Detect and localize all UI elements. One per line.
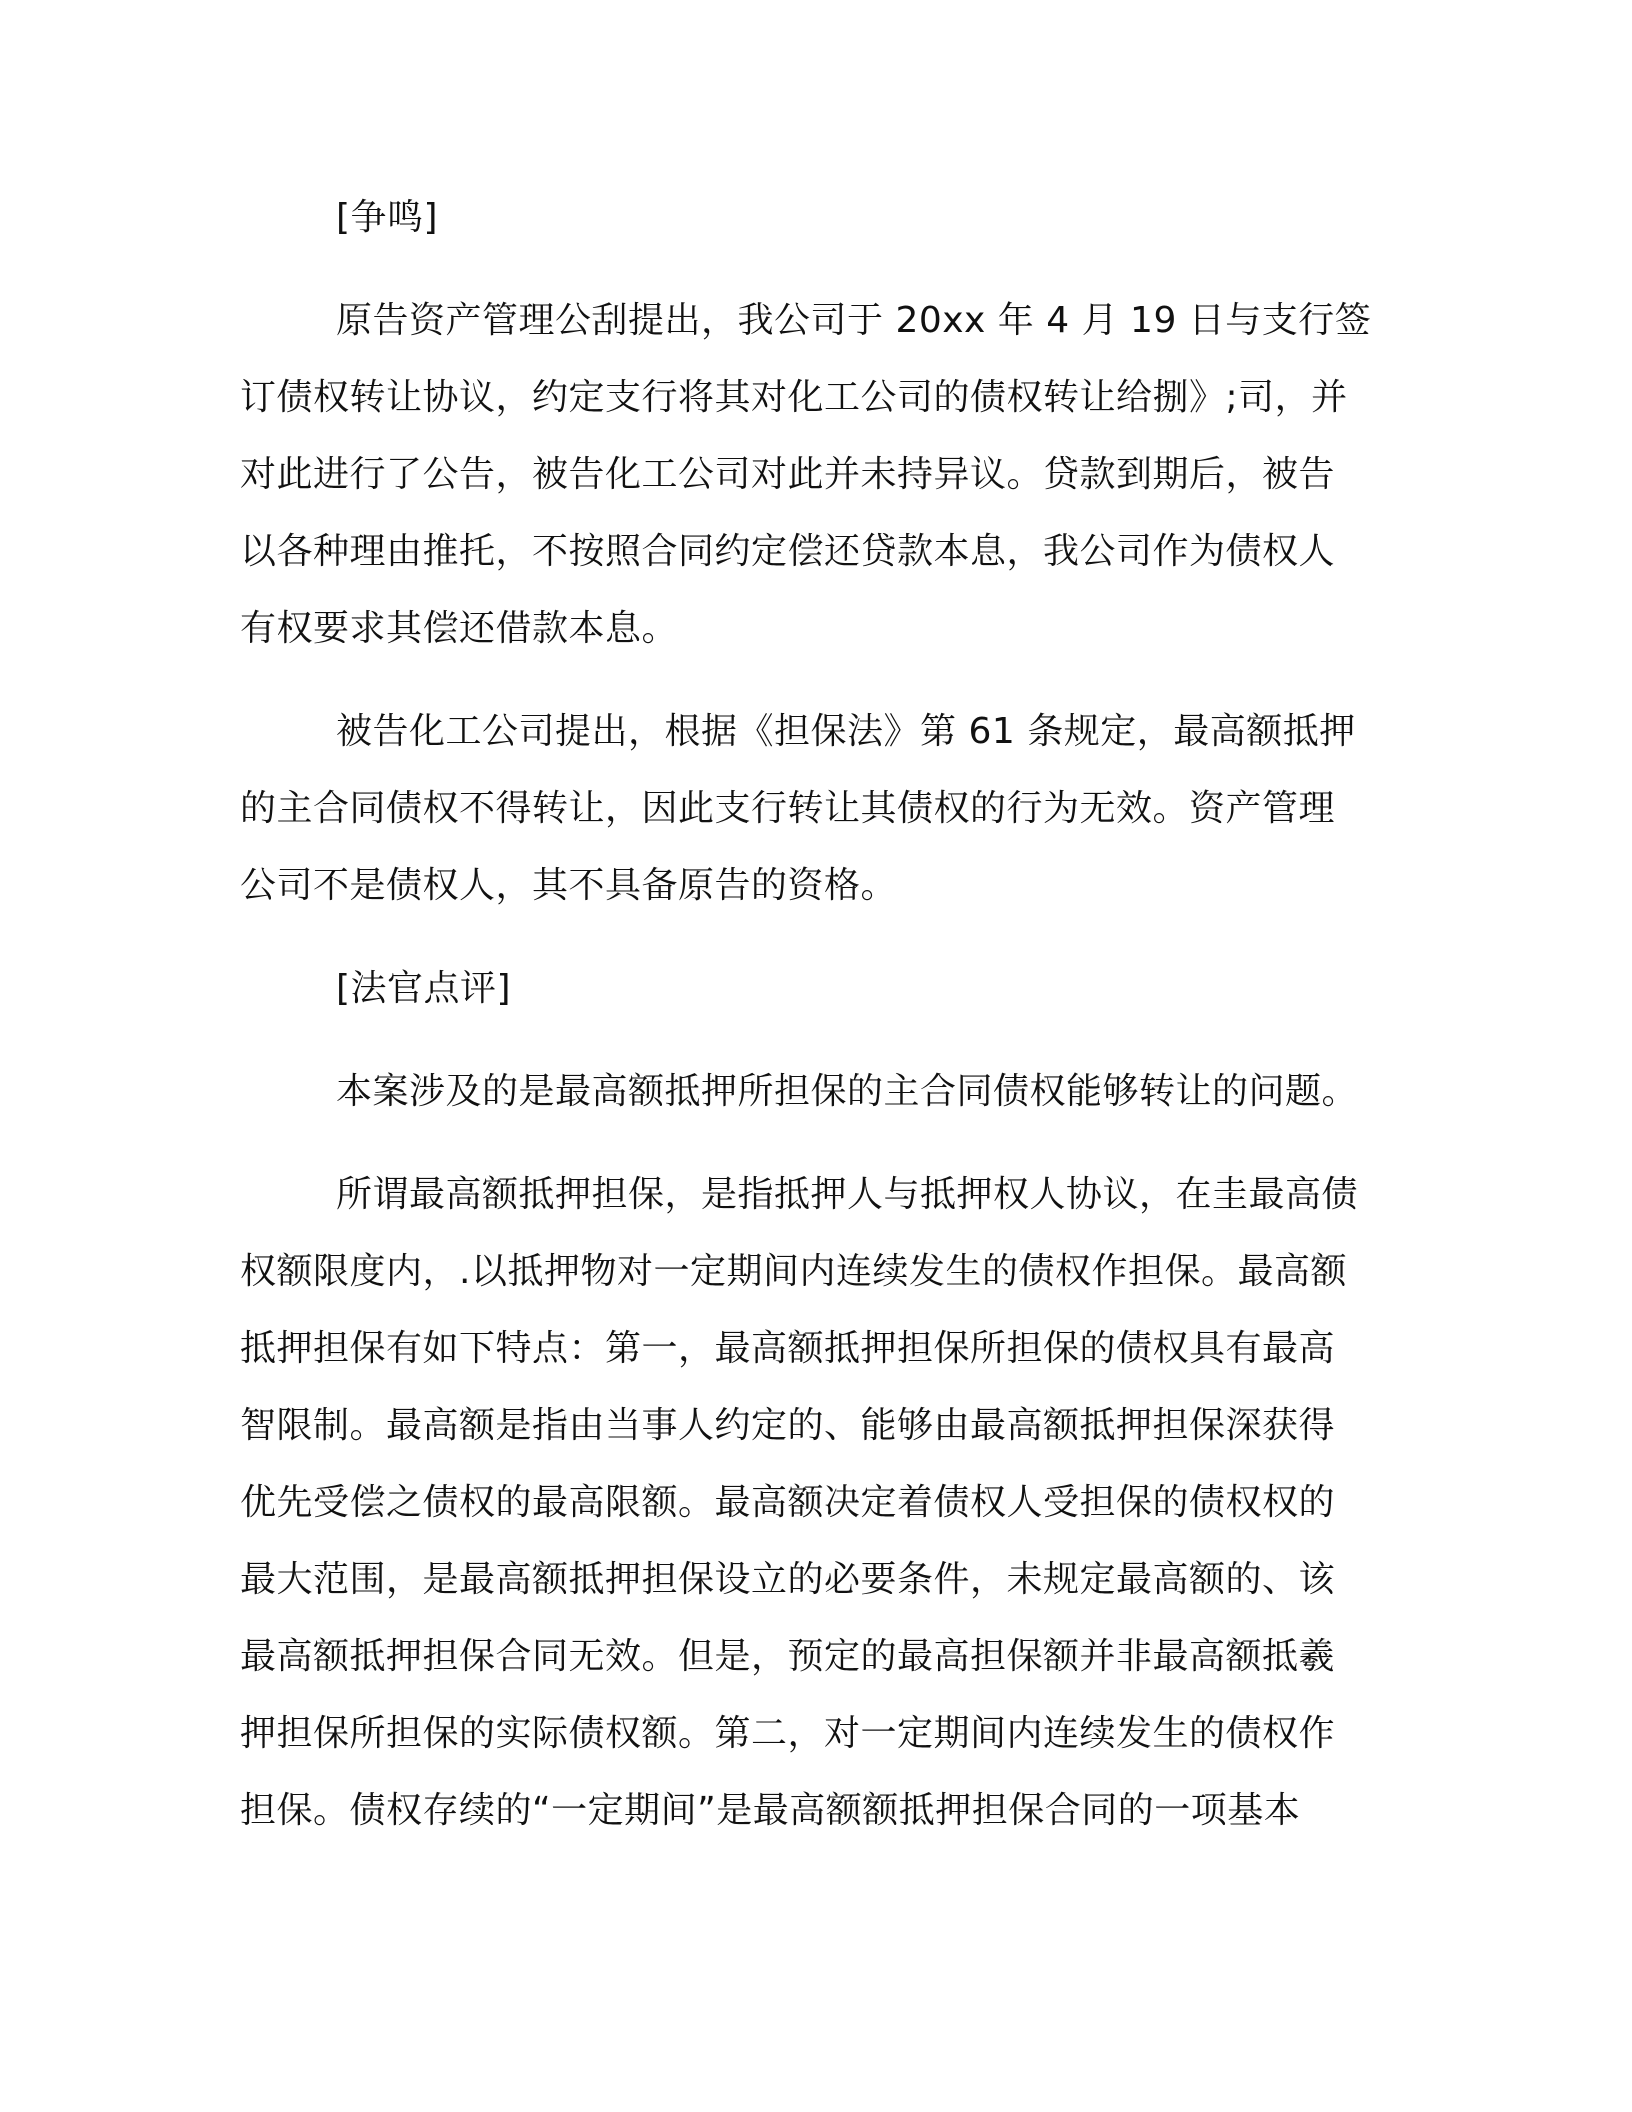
para2-line-2: 的主合同债权不得转让，因此支行转让其债权的行为无效。资产管理 — [240, 788, 1336, 829]
para1-line-5: 有权要求其偿还借款本息。 — [240, 608, 679, 649]
para1-line-2: 订债权转让协议，约定支行将其对化工公司的债权转让给捌》;司，并 — [240, 377, 1348, 418]
para4-line-1: 所谓最高额抵押担保，是指抵押人与抵押权人协议，在圭最高债 — [336, 1174, 1359, 1215]
para4-line-3: 抵押担保有如下特点：第一，最高额抵押担保所担保的债权具有最高 — [240, 1328, 1336, 1369]
para4-line-6: 最大范围，是最高额抵押担保设立的必要条件，未规定最高额的、该 — [240, 1559, 1336, 1600]
para2-line-1: 被告化工公司提出，根据《担保法》第 61 条规定，最高额抵押 — [336, 711, 1356, 752]
para4-line-8: 押担保所担保的实际债权额。第二，对一定期间内连续发生的债权作 — [240, 1713, 1336, 1754]
para4-line-2: 权额限度内，.以抵押物对一定期间内连续发生的债权作担保。最高额 — [240, 1251, 1347, 1292]
para1-line-1: 原告资产管理公刮提出，我公司于 20xx 年 4 月 19 日与支行签 — [336, 300, 1372, 341]
para3-line-1: 本案涉及的是最高额抵押所担保的主合同债权能够转让的问题。 — [336, 1071, 1359, 1112]
heading-judge-comment: [法官点评] — [336, 968, 512, 1009]
para4-line-5: 优先受偿之债权的最高限额。最高额决定着债权人受担保的债权权的 — [240, 1482, 1336, 1523]
para4-line-4: 智限制。最高额是指由当事人约定的、能够由最高额抵押担保深获得 — [240, 1405, 1336, 1446]
para2-line-3: 公司不是债权人，其不具备原告的资格。 — [240, 865, 898, 906]
para4-line-9: 担保。债权存续的“一定期间”是最高额额抵押担保合同的一项基本 — [240, 1790, 1301, 1831]
heading-dispute: [争鸣] — [336, 197, 439, 238]
para1-line-4: 以各种理由推托，不按照合同约定偿还贷款本息，我公司作为债权人 — [240, 531, 1336, 572]
para4-line-7: 最高额抵押担保合同无效。但是，预定的最高担保额并非最高额抵羲 — [240, 1636, 1336, 1677]
para1-line-3: 对此进行了公告，被告化工公司对此并未持异议。贷款到期后，被告 — [240, 454, 1336, 495]
